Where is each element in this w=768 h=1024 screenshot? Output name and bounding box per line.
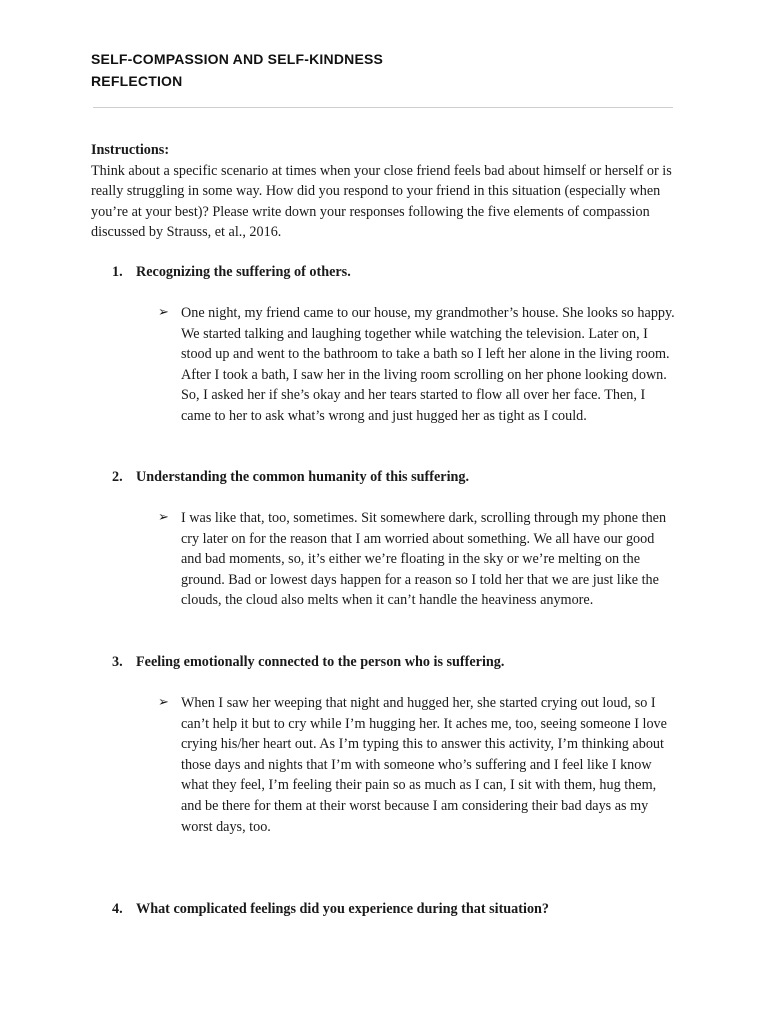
answer-text: One night, my friend came to our house, my grandmother’s house. She looks so happy. We started talking and laughing together while watching the television. Later on, I stood up and went to the bathroom to take a bath so I left her alone in the living room. After I took a bath, I saw her in the living room scrolling on her phone looking down. So, I asked her if she’s okay and her tears started to flow all over her face. Then, I came to her to ask what’s wrong and just hugged her as tight as I could. xyxy=(181,305,675,424)
question-number: 2. xyxy=(112,469,123,485)
answer-text: I was like that, too, sometimes. Sit somewhere dark, scrolling through my phone then cry later on for the reason that I am worried about something. We all have our good and bad moments, so, it’s either we’re floating in the sky or we’re melting on the ground. Bad or lowest days happen for a reason so I told her that we are just like the clouds, the cloud also melts when it can’t handle the heaviness anymore. xyxy=(181,510,667,609)
instructions-block xyxy=(91,140,691,243)
question-3 xyxy=(112,652,692,673)
document-title xyxy=(91,48,383,92)
question-2 xyxy=(112,467,692,488)
question-number: 1. xyxy=(112,264,123,280)
instructions-text: Think about a specific scenario at times when your close friend feels bad about himself or herself or is really struggling in some way. How did you respond to your friend in this situation (especially when you’re at your best)? Please write down your responses following the five elements of compassion discussed by Strauss, et al., 2016. xyxy=(91,162,672,241)
answer-3 xyxy=(158,693,678,837)
question-number: 4. xyxy=(112,901,123,917)
arrowhead-icon: ➢ xyxy=(158,305,169,320)
answer-1 xyxy=(158,303,678,427)
horizontal-divider xyxy=(93,107,673,108)
title-line-2: REFLECTION xyxy=(91,73,183,89)
question-1 xyxy=(112,262,692,283)
question-text: What complicated feelings did you experience during that situation? xyxy=(136,901,550,917)
question-text: Feeling emotionally connected to the person who is suffering. xyxy=(136,654,505,670)
instructions-label: Instructions: xyxy=(91,142,170,158)
title-line-1: SELF-COMPASSION AND SELF-KINDNESS xyxy=(91,51,384,67)
answer-2 xyxy=(158,508,678,611)
arrowhead-icon: ➢ xyxy=(158,695,169,710)
answer-text: When I saw her weeping that night and hugged her, she started crying out loud, so I can’t help it but to cry while I’m hugging her. It aches me, too, seeing someone I love crying his/her heart out. As I’m typing this to answer this activity, I’m thinking about those days and nights that I’m with someone who’s suffering and I feel like I know what they feel, I’m feeling their pain so as much as I can, I sit with them, hug them, and be there for them at their worst because I am considering their bad days as my worst days, too. xyxy=(181,695,667,835)
question-text: Understanding the common humanity of this suffering. xyxy=(136,469,470,485)
question-4 xyxy=(112,899,692,920)
arrowhead-icon: ➢ xyxy=(158,510,169,525)
question-text: Recognizing the suffering of others. xyxy=(136,264,351,280)
question-number: 3. xyxy=(112,654,123,670)
